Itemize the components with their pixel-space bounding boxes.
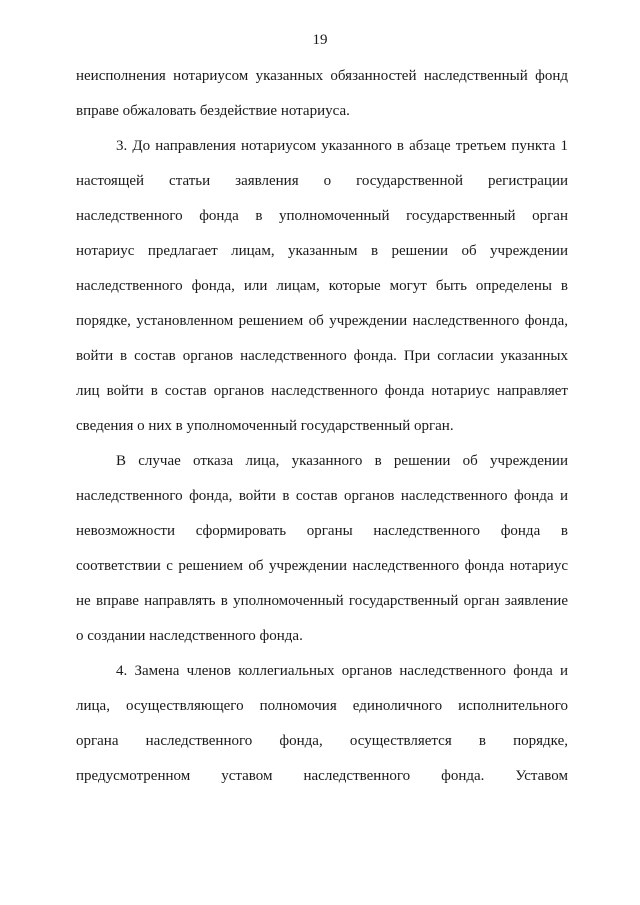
text-line: лица, осуществляющего полномочия единоличного исполнительного (76, 698, 568, 714)
text-line: порядке, установленном решением об учреждении наследственного фонда, (76, 313, 568, 329)
text-line: вправе обжаловать бездействие нотариуса. (76, 103, 350, 119)
text-line: не вправе направлять в уполномоченный государственный орган заявление (76, 593, 568, 609)
text-line: предусмотренном уставом наследственного фонда. Уставом (76, 768, 568, 784)
text-line: 3. До направления нотариусом указанного в абзаце третьем пункта 1 (116, 138, 568, 154)
text-line: наследственного фонда, или лицам, которые могут быть определены в (76, 278, 568, 294)
text-line: наследственного фонда, войти в состав органов наследственного фонда и (76, 488, 568, 504)
text-line: органа наследственного фонда, осуществляется в порядке, (76, 733, 568, 749)
text-line: лиц войти в состав органов наследственного фонда нотариус направляет (76, 383, 568, 399)
text-line: сведения о них в уполномоченный государственный орган. (76, 418, 454, 434)
text-line: нотариус предлагает лицам, указанным в решении об учреждении (76, 243, 568, 259)
text-line: неисполнения нотариусом указанных обязанностей наследственный фонд (76, 68, 568, 84)
text-line: 4. Замена членов коллегиальных органов наследственного фонда и (116, 663, 568, 679)
text-line: невозможности сформировать органы наследственного фонда в (76, 523, 568, 539)
text-line: о создании наследственного фонда. (76, 628, 303, 644)
text-line: наследственного фонда в уполномоченный государственный орган (76, 208, 568, 224)
page-number: 19 (312, 32, 328, 48)
text-line: настоящей статьи заявления о государственной регистрации (76, 173, 568, 189)
text-line: соответствии с решением об учреждении наследственного фонда нотариус (76, 558, 568, 574)
text-line: войти в состав органов наследственного фонда. При согласии указанных (76, 348, 568, 364)
text-line: В случае отказа лица, указанного в решении об учреждении (116, 453, 568, 469)
